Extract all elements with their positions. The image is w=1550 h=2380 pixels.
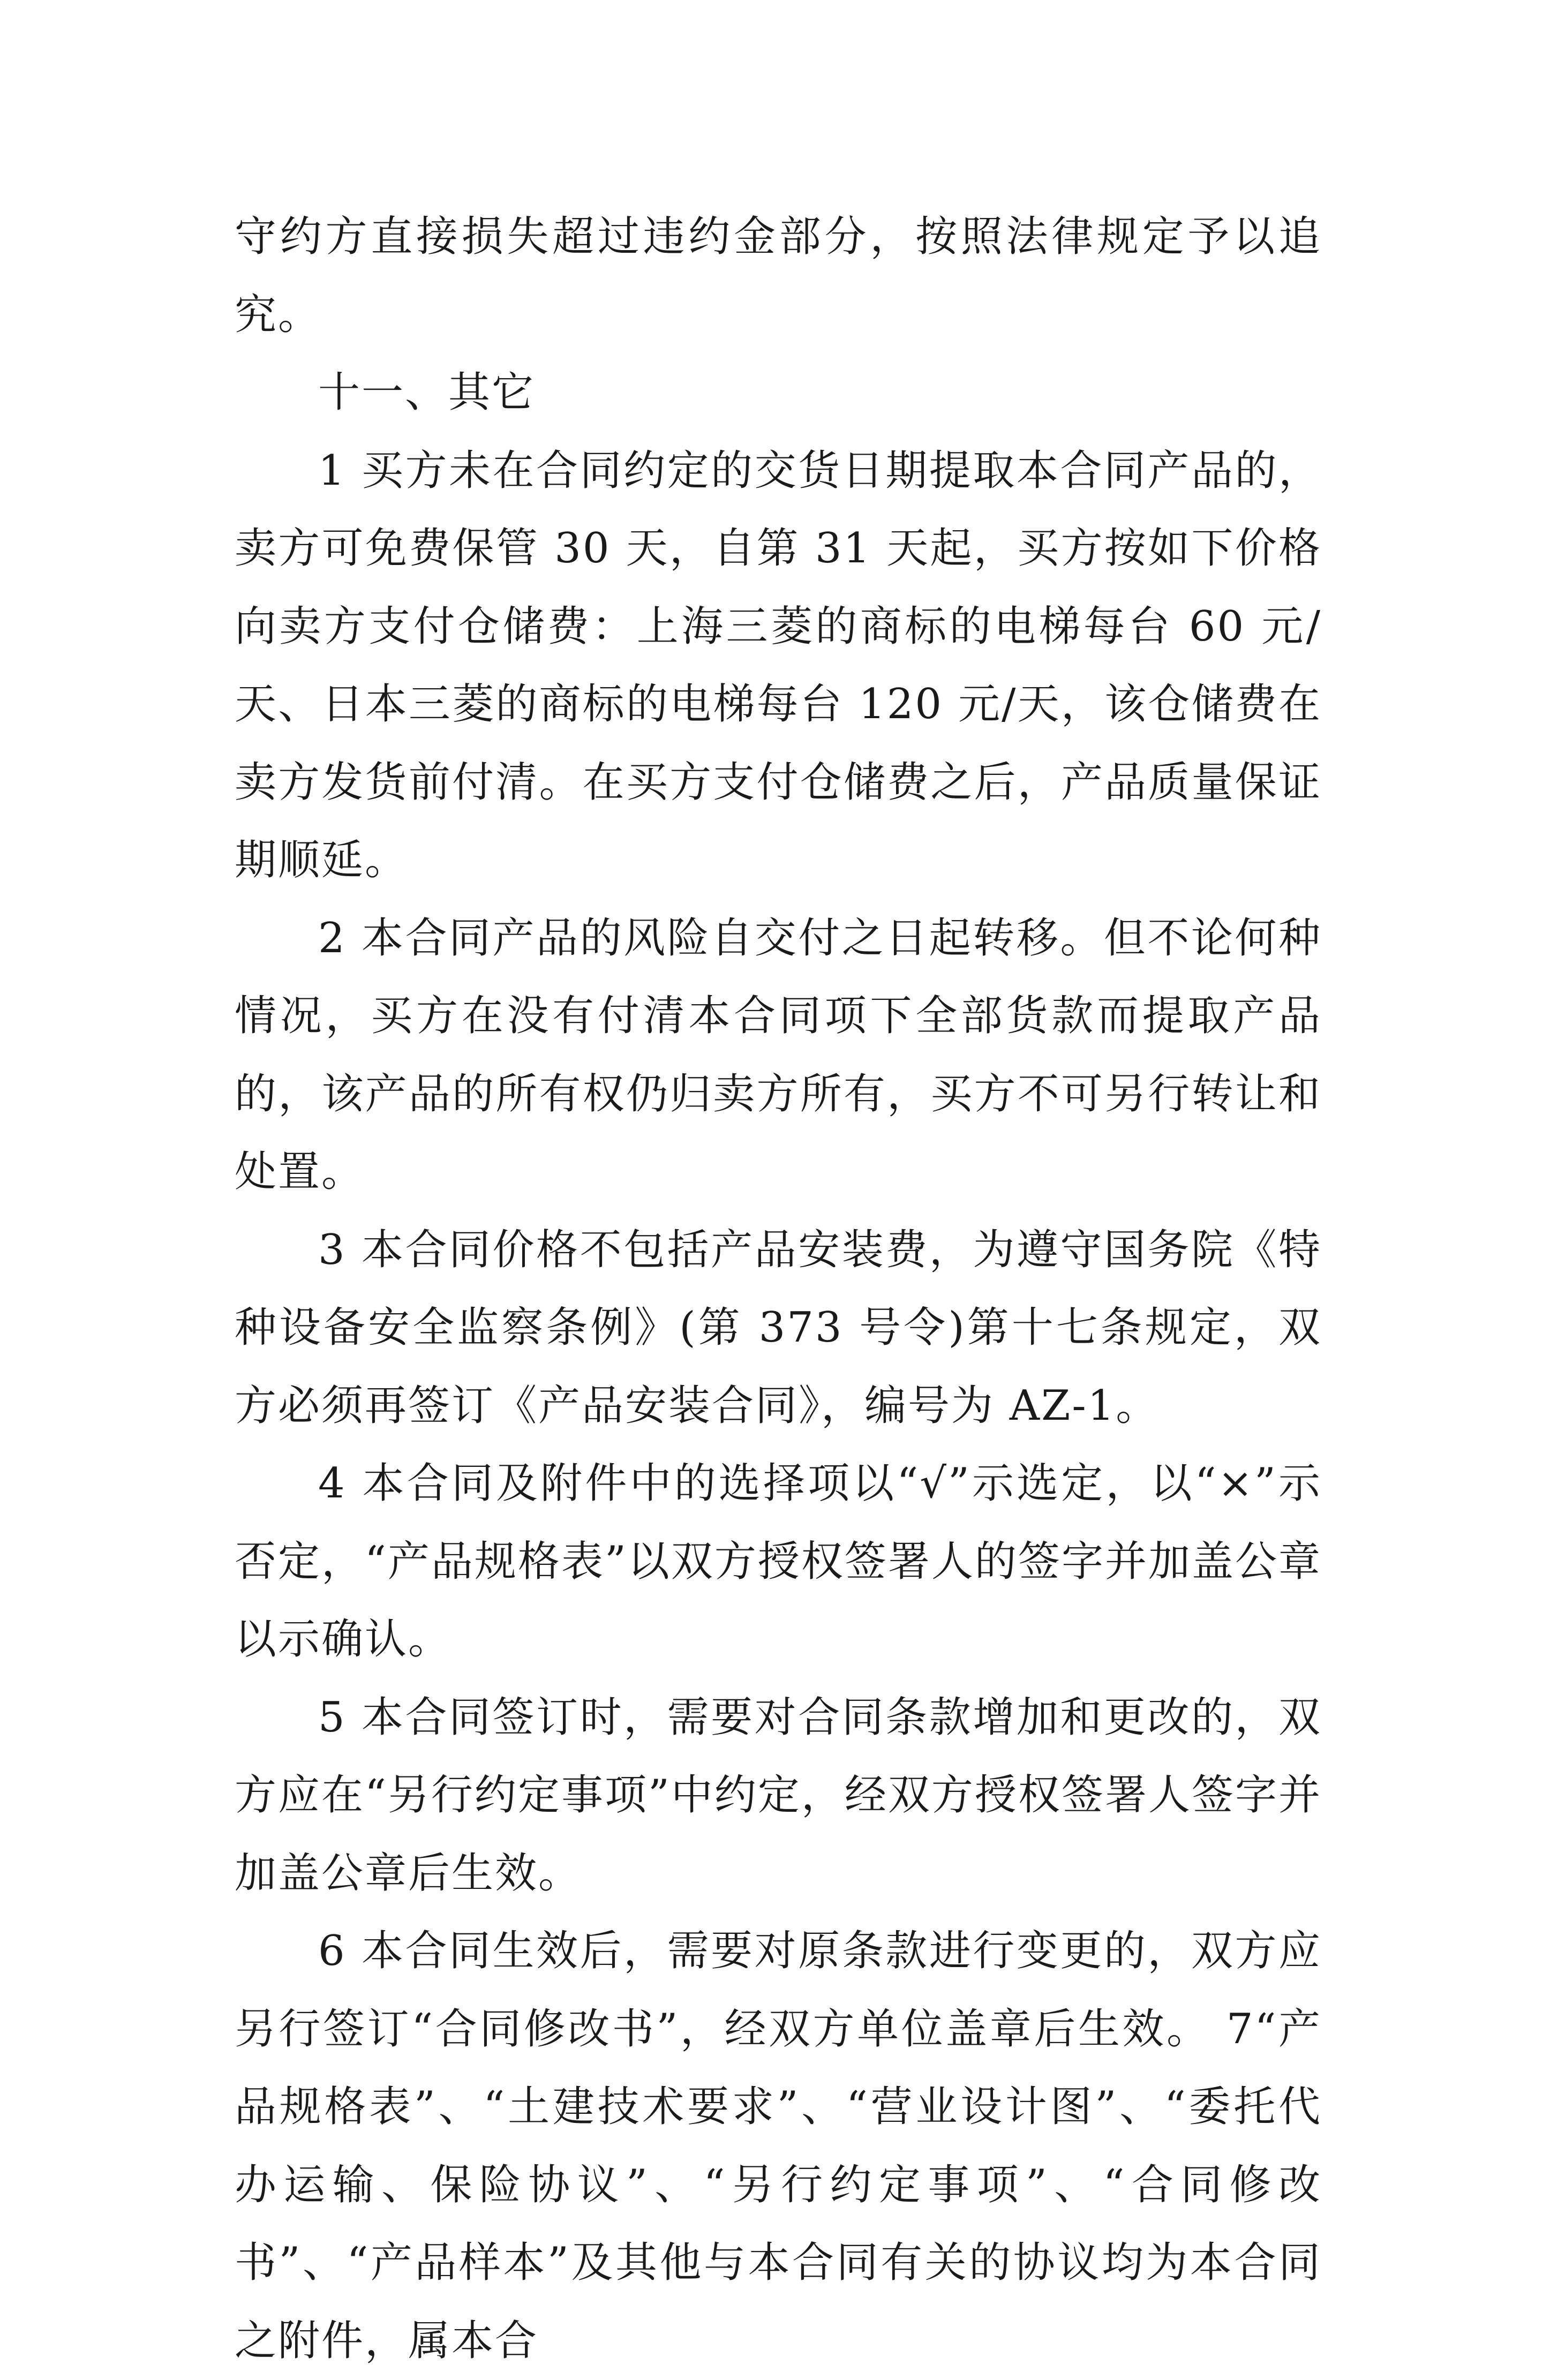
clause-1-storage-fee: 1 买方未在合同约定的交货日期提取本合同产品的，卖方可免费保管 30 天，自第 31 天起，买方按如下价格向卖方支付仓储费：上海三菱的商标的电梯每台 60 元/天、日本三菱的商标的电梯每台 120 元/天，该仓储费在卖方发货前付清。在买方支付仓储费之后，产品质量保证期顺延。 (235, 446, 1322, 884)
section-heading-other: 十一、其它 (318, 368, 536, 417)
clause-2-risk-transfer: 2 本合同产品的风险自交付之日起转移。但不论何种情况，买方在没有付清本合同项下全部货款而提取产品的，该产品的所有权仍归卖方所有，买方不可另行转让和处置。 (235, 914, 1322, 1196)
clause-5-amendments-at-signing: 5 本合同签订时，需要对合同条款增加和更改的，双方应在“另行约定事项”中约定，经双方授权签署人签字并加盖公章后生效。 (235, 1693, 1322, 1897)
clause-6-7-changes-and-appendices: 6 本合同生效后，需要对原条款进行变更的，双方应另行签订“合同修改书”，经双方单位盖章后生效。 7“产品规格表”、“土建技术要求”、“营业设计图”、“委托代办运输、保险协议”、“另行约定事项”、“合同修改书”、“产品样本”及其他与本合同有关的协议均为本合同之附件，属本合 (235, 1927, 1322, 2365)
clause-3-installation: 3 本合同价格不包括产品安装费，为遵守国务院《特种设备安全监察条例》(第 373 号令)第十七条规定，双方必须再签订《产品安装合同》，编号为 AZ-1。 (235, 1225, 1322, 1430)
document-body (235, 198, 1322, 2380)
paragraph-continuation: 守约方直接损失超过违约金部分，按照法律规定予以追究。 (235, 213, 1322, 339)
clause-4-selection-marks: 4 本合同及附件中的选择项以“√”示选定，以“×”示否定，“产品规格表”以双方授权签署人的签字并加盖公章以示确认。 (235, 1459, 1322, 1663)
